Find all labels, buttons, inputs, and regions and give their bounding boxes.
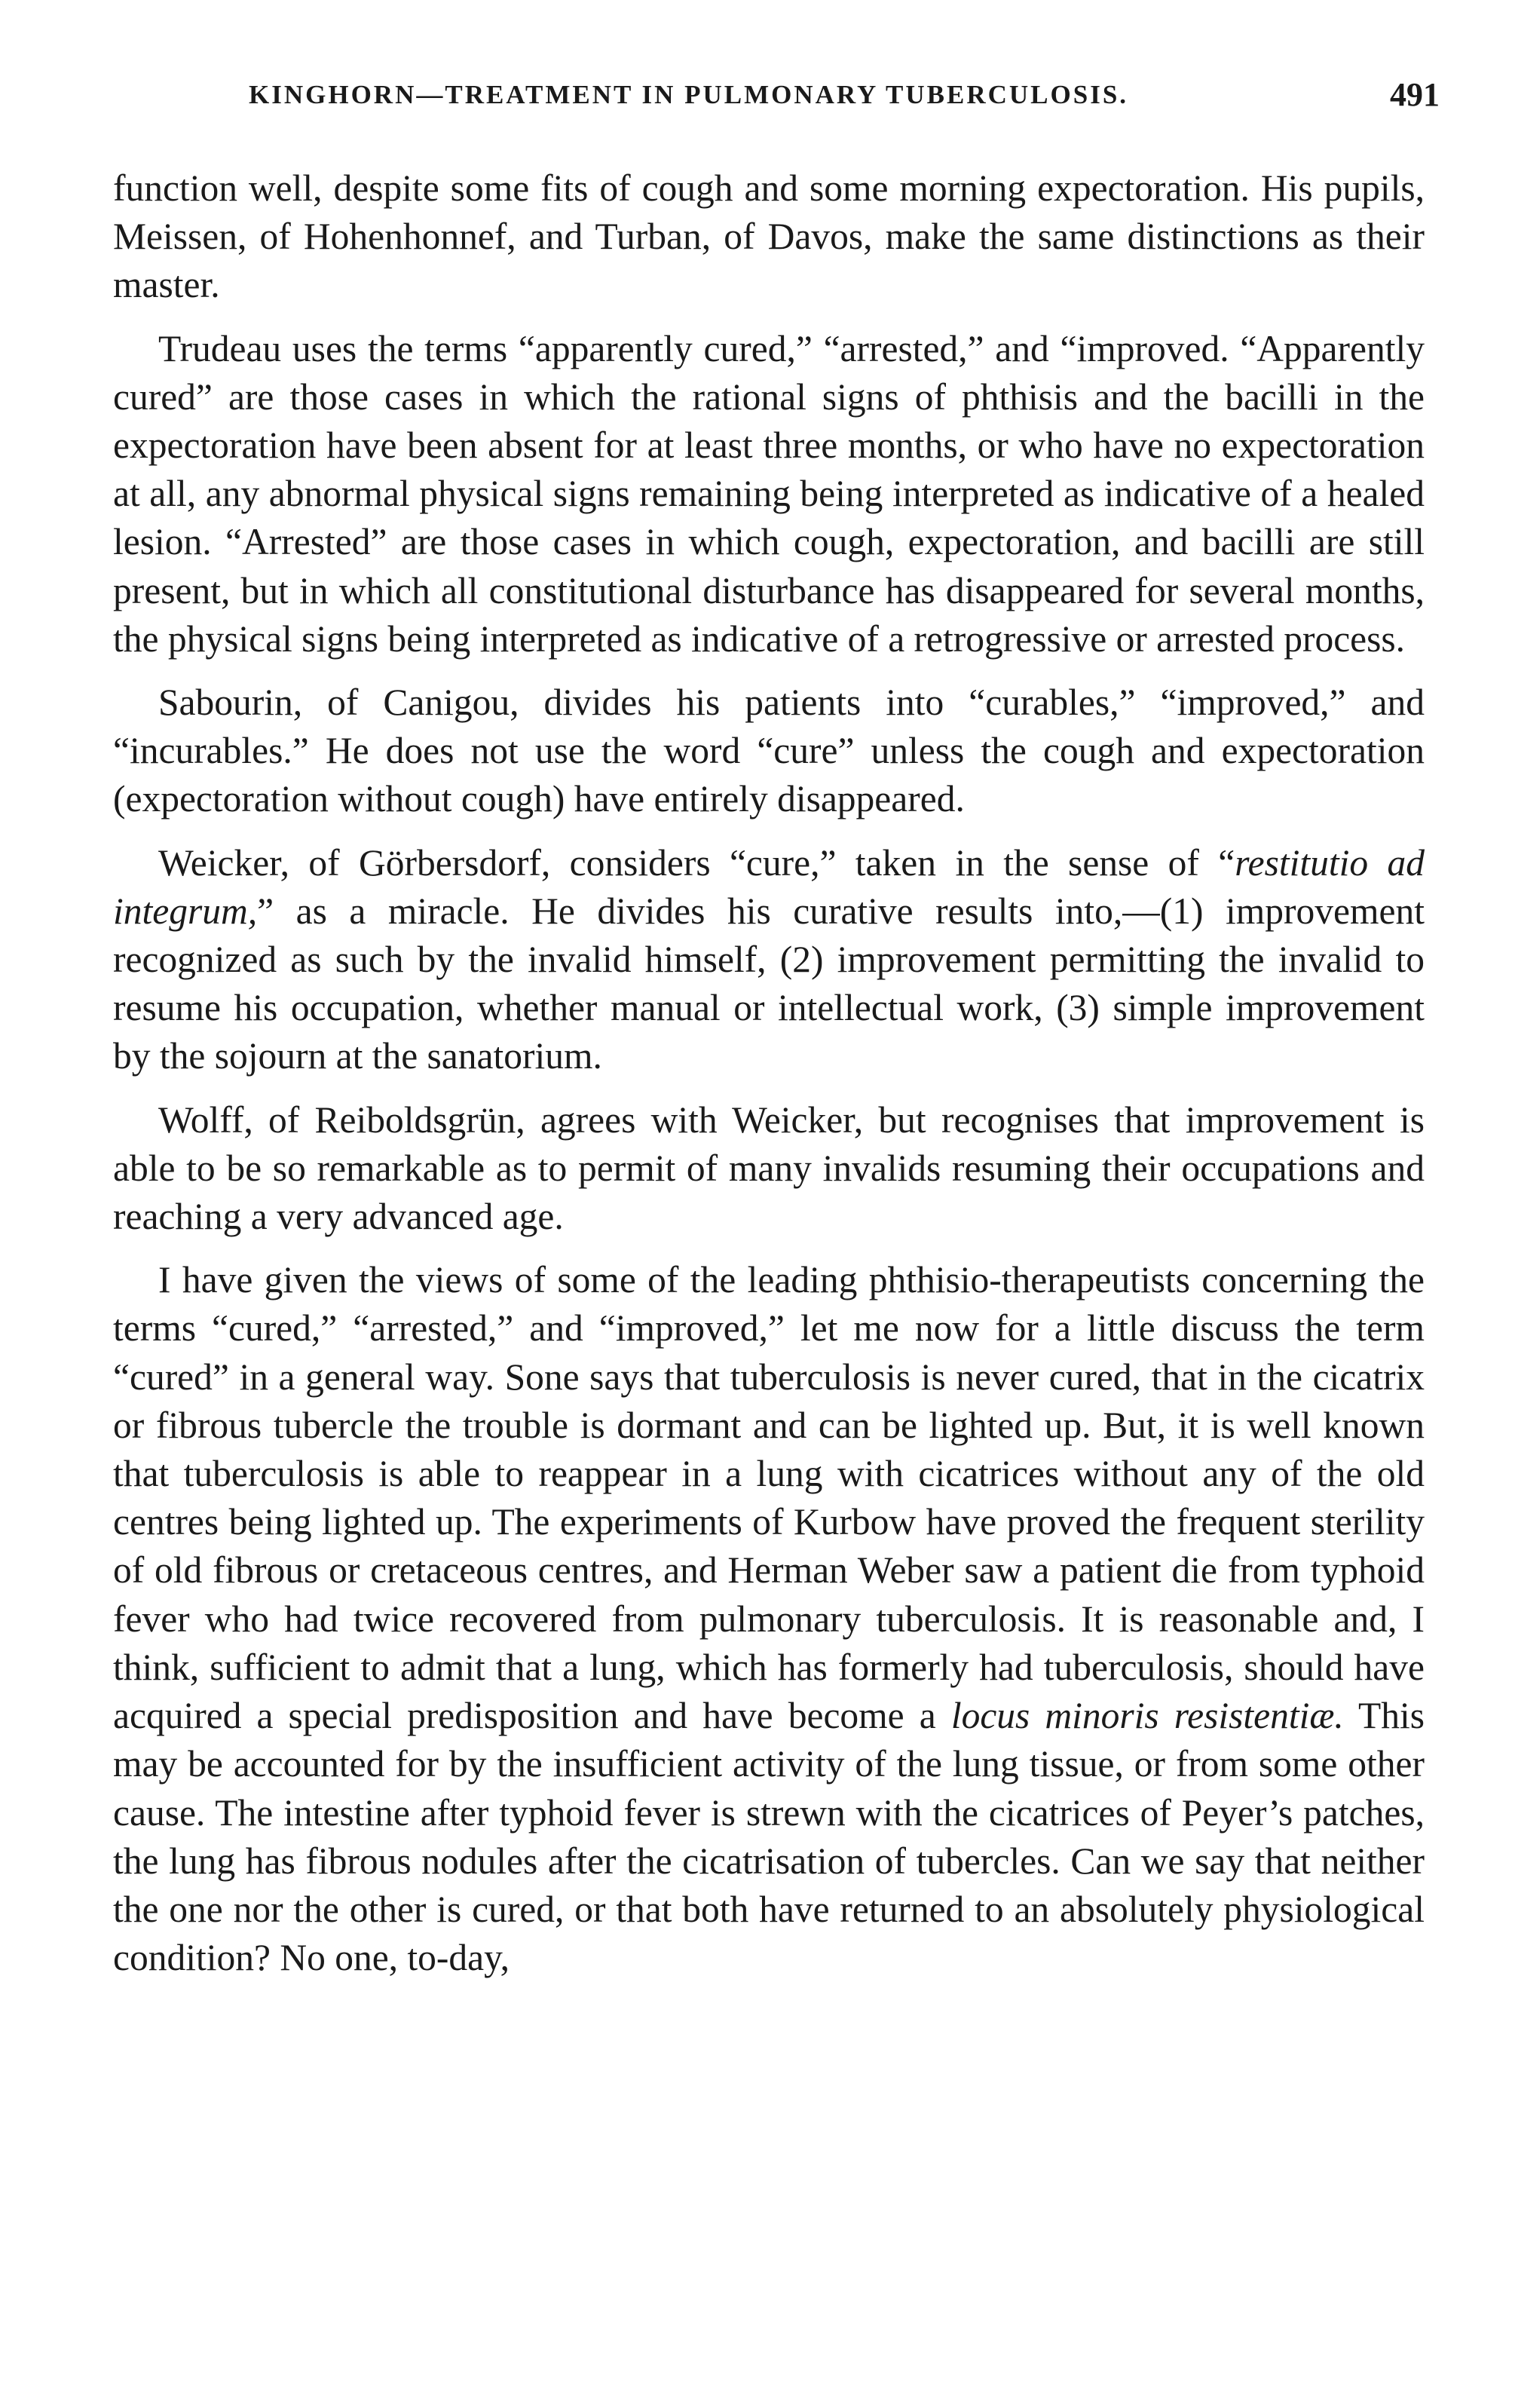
paragraph-2: Trudeau uses the terms “apparently cured,” “arrested,” and “improved. “Apparently cured” are those cases in which the rational signs of phthisis and the bacilli in the expectoration have been absent for at least three months, or who have no expectoration at all, any abnormal physical signs remaining being interpreted as indicative of a healed lesion. “Arrested” are those cases in which cough, expectoration, and bacilli are still present, but in which all constitutional disturbance has disappeared for several months, the physical signs being interpreted as indicative of a retrogressive or arrested process.	[113, 327, 1425, 660]
paragraph-4-text-b: ” as a miracle. He divides his curative results into,—(1) improvement recognized as such by the invalid himself, (2) improvement permitting the invalid to resume his occupation, whether manual or intellectual work, (3) simple improvement by the sojourn at the sanatorium.	[113, 890, 1425, 1077]
paragraph-4-italic-phrase: restitutio ad integrum,	[113, 841, 1425, 932]
paragraph-4-text-a: Weicker, of Görbersdorf, considers “cure,” taken in the sense of “	[158, 841, 1235, 884]
paragraph-3: Sabourin, of Canigou, divides his patients into “curables,” “improved,” and “incurables.” He does not use the word “cure” unless the cough and expectoration (expectoration without cough) have entirely disappeared.	[113, 682, 1425, 820]
paragraph-4	[113, 839, 1425, 1081]
paragraph-6-text-a: I have given the views of some of the leading phthisio-therapeutists concerning the terms “cured,” “arrested,” and “improved,” let me now for a little discuss the term “cured” in a general way. Sone says that tuberculosis is never cured, that in the cicatrix or fibrous tubercle the trouble is dormant and can be lighted up. But, it is well known that tuberculosis is able to reappear in a lung with cicatrices without any of the old centres being lighted up. The experiments of Kurbow have proved the frequent sterility of old fibrous or cretaceous centres, and Herman Weber saw a patient die from typhoid fever who had twice recovered from pulmonary tuberculosis. It is reasonable and, I think, sufficient to admit that a lung, which has formerly had tuberculosis, should have acquired a special predisposition and have become a	[113, 1259, 1425, 1737]
paragraph-6	[113, 1256, 1425, 1982]
paragraph-6-italic-phrase: locus minoris resistentiæ.	[950, 1695, 1344, 1737]
paragraph-1: function well, despite some fits of cough and some morning expectoration. His pupils, Meissen, of Hohenhonnef, and Turban, of Davos, make the same distinctions as their master.	[113, 167, 1425, 306]
page-number: 491	[1390, 76, 1440, 113]
running-title: KINGHORN—TREATMENT IN PULMONARY TUBERCULOSIS.	[249, 80, 1129, 109]
paragraph-5: Wolff, of Reiboldsgrün, agrees with Weicker, but recognises that improvement is able to be so remarkable as to permit of many invalids resuming their occupations and reaching a very advanced age.	[113, 1098, 1425, 1238]
running-head	[113, 72, 1440, 133]
paragraph-6-text-b: This may be accounted for by the insufficient activity of the lung tissue, or from some other cause. The intestine after typhoid fever is strewn with the cicatrices of Peyer’s patches, the lung has fibrous nodules after the cicatrisation of tubercles. Can we say that neither the one nor the other is cured, or that both have returned to an absolutely physiological condition? No one, to-day,	[113, 1695, 1425, 1979]
book-page	[113, 72, 1440, 1997]
